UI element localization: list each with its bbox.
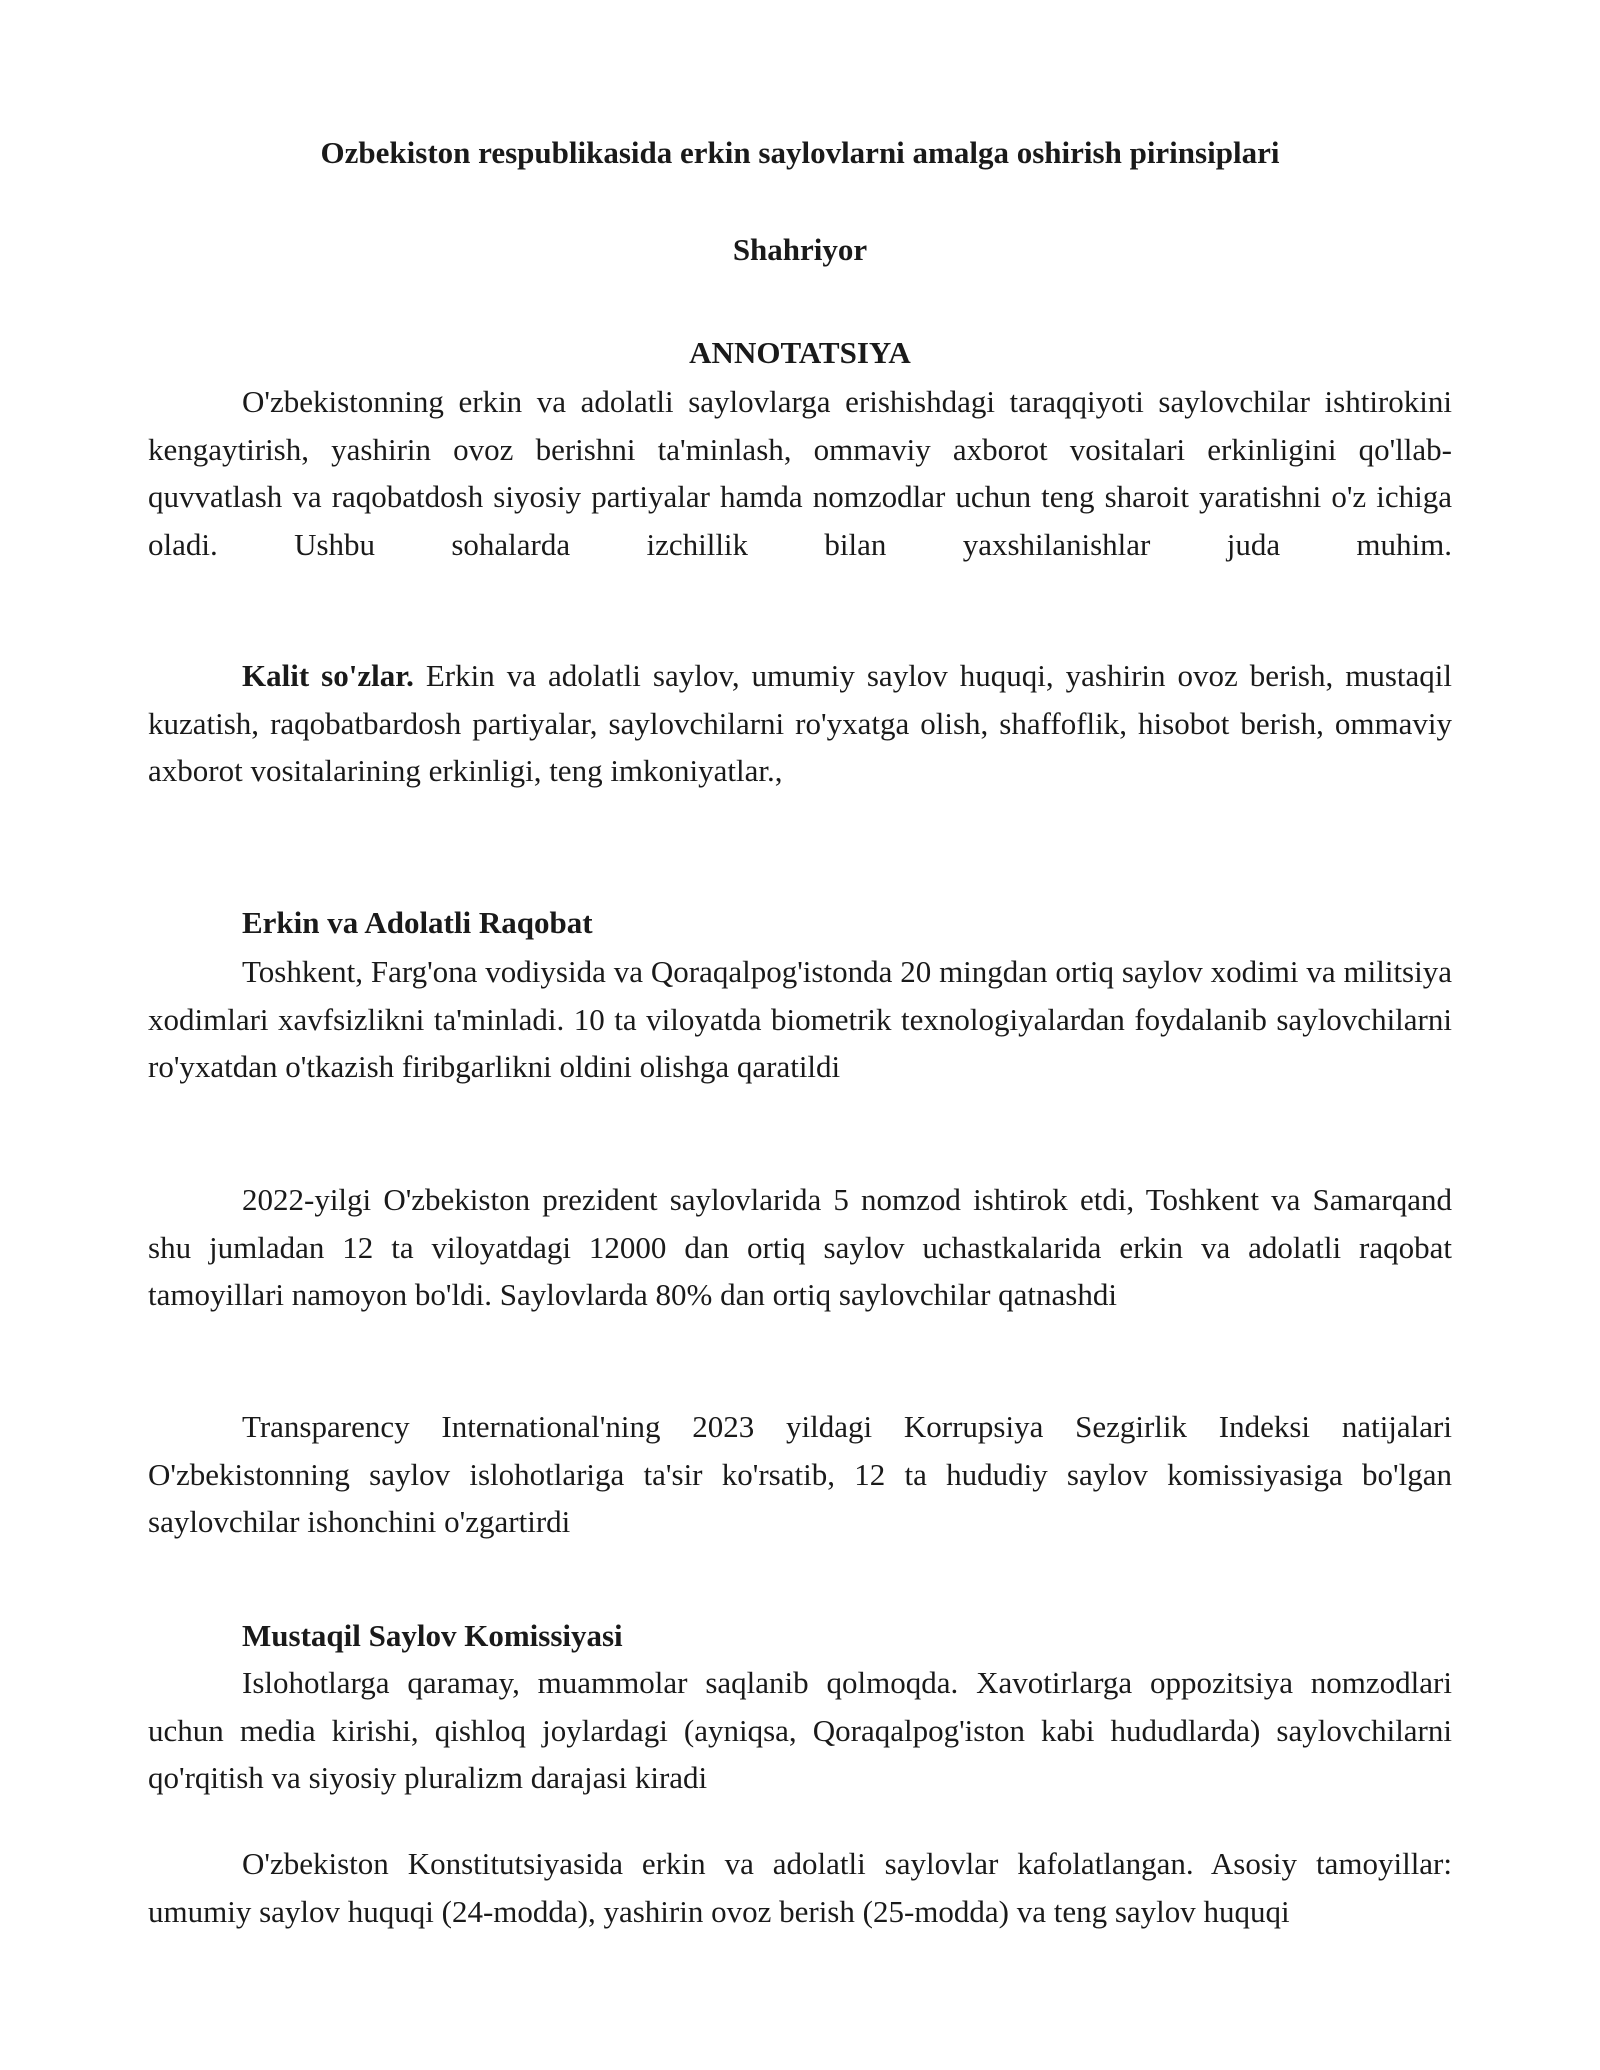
section-heading-erkin-raqobat: Erkin va Adolatli Raqobat <box>242 905 593 940</box>
keywords-text: Erkin va adolatli saylov, umumiy saylov huquqi, yashirin ovoz berish, mustaqil kuzatish, raqobatbardosh partiyalar, saylovchilarni ro'yxatga olish, shaffoflik, hisobot berish, ommaviy axborot vositalarining erkinligi, teng imkoniyatlar., <box>148 658 1452 788</box>
annotation-heading: ANNOTATSIYA <box>689 335 911 370</box>
section-paragraph: Transparency International'ning 2023 yildagi Korrupsiya Sezgirlik Indeksi natijalari O'zbekistonning saylov islohotlariga ta'sir ko'rsatib, 12 ta hududiy saylov komissiyasiga bo'lgan saylovchilar ishonchini o'zgartirdi <box>148 1409 1452 1539</box>
section-paragraph: Islohotlarga qaramay, muammolar saqlanib qolmoqda. Xavotirlarga oppozitsiya nomzodlari uchun media kirishi, qishloq joylardagi (ayniqsa, Qoraqalpog'iston kabi hududlarda) saylovchilarni qo'rqitish va siyosiy pluralizm darajasi kiradi <box>148 1665 1452 1795</box>
section-paragraph: O'zbekiston Konstitutsiyasida erkin va adolatli saylovlar kafolatlangan. Asosiy tamoyillar: umumiy saylov huquqi (24-modda), yashirin ovoz berish (25-modda) va teng saylov huquqi <box>148 1846 1452 1929</box>
section-heading-mustaqil-komissiya: Mustaqil Saylov Komissiyasi <box>242 1618 623 1653</box>
document-title: Ozbekiston respublikasida erkin saylovlarni amalga oshirish pirinsiplari <box>320 135 1280 170</box>
section-paragraph: Toshkent, Farg'ona vodiysida va Qoraqalpog'istonda 20 mingdan ortiq saylov xodimi va militsiya xodimlari xavfsizlikni ta'minladi. 10 ta viloyatda biometrik texnologiyalardan foydalanib saylovchilarni ro'yxatdan o'tkazish firibgarlikni oldini olishga qaratildi <box>148 954 1452 1084</box>
keywords-paragraph <box>148 652 1452 795</box>
section-paragraph: 2022-yilgi O'zbekiston prezident saylovlarida 5 nomzod ishtirok etdi, Toshkent va Samarqand shu jumladan 12 ta viloyatdagi 12000 dan ortiq saylov uchastkalarida erkin va adolatli raqobat tamoyillari namoyon bo'ldi. Saylovlarda 80% dan ortiq saylovchilar qatnashdi <box>148 1182 1452 1312</box>
keywords-label: Kalit so'zlar. <box>242 658 414 693</box>
annotation-paragraph: O'zbekistonning erkin va adolatli saylovlarga erishishdagi taraqqiyoti saylovchilar ishtirokini kengaytirish, yashirin ovoz berishni ta'minlash, ommaviy axborot vositalari erkinligini qo'llab-quvvatlash va raqobatdosh siyosiy partiyalar hamda nomzodlar uchun teng sharoit yaratishni o'z ichiga oladi. Ushbu sohalarda izchillik bilan yaxshilanishlar juda muhim. <box>148 384 1452 562</box>
author-name: Shahriyor <box>732 232 868 267</box>
